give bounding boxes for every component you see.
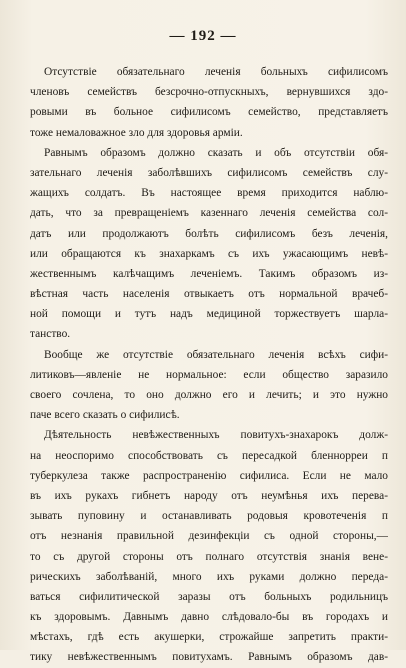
text-line: мѣстахъ, гдѣ есть акушерки, строжайше запретить практи- bbox=[30, 631, 388, 644]
text-line: паче всего сказать о сифилисѣ. bbox=[30, 409, 180, 422]
page-number: — 192 — bbox=[169, 28, 237, 44]
text-line: Равнымъ образомъ должно сказать и объ отсутствіи обя- bbox=[44, 146, 388, 159]
text-line: тоже немаловажное зло для здоровья арміи. bbox=[30, 126, 243, 139]
text-line: къ здоровымъ. Давнымъ давно слѣдовало-бы въ городахъ и bbox=[30, 611, 388, 624]
text-line: дать, что за превращеніемъ казеннаго леченія семейства сол- bbox=[30, 207, 388, 220]
text-line: туберкулеза также распространенію сифилиса. Если не мало bbox=[30, 469, 388, 482]
paragraph-3 bbox=[30, 345, 388, 426]
paragraph-4 bbox=[30, 425, 388, 667]
text-line: ваться сифилитической заразы отъ больныхъ родильницъ bbox=[30, 590, 388, 603]
text-line: своего сочлена, то оно должно его и лечить; и это нужно bbox=[30, 389, 388, 401]
text-line: на неоспоримо способствовать съ пересадкой бленнорреи п bbox=[30, 449, 388, 462]
text-line: жественнымъ калѣчащимъ леченіемъ. Такимъ образомъ из- bbox=[30, 267, 388, 280]
text-line: Дѣятельность невѣжественныхъ повитухъ-знахарокъ долж- bbox=[44, 429, 388, 442]
text-line: датъ или продолжаютъ болѣть сифилисомъ безъ леченія, bbox=[30, 227, 388, 240]
text-line: литиковъ—явленіе не нормальное: если общество заразило bbox=[30, 368, 388, 381]
text-line: въ ихъ рукахъ гибнетъ народу отъ неумѣнья ихъ перева- bbox=[30, 489, 388, 502]
text-line: вѣстная часть населенія отвыкаетъ отъ нормальной врачеб- bbox=[30, 288, 388, 301]
text-line: тику невѣжественнымъ повитухамъ. Равнымъ образомъ дав- bbox=[30, 651, 388, 664]
text-line: то съ другой стороны отъ полнаго отсутствія знанія вене- bbox=[30, 550, 388, 563]
text-line: членовъ семействъ безсрочно-отпускныхъ, вернувшихся здо- bbox=[30, 86, 388, 99]
paragraph-1 bbox=[30, 62, 388, 143]
text-line: зывать пуповину и останавливать родовыя кровотеченія п bbox=[30, 510, 388, 523]
text-line: жащихъ солдатъ. Въ настоящее время приходится наблю- bbox=[30, 187, 388, 200]
paragraph-2 bbox=[30, 143, 388, 345]
text-line: или обращаются къ знахаркамъ съ ихъ ужасающимъ невѣ- bbox=[30, 247, 388, 260]
body-text bbox=[30, 62, 388, 668]
text-line: Отсутствіе обязательнаго леченія больныхъ сифилисомъ bbox=[44, 66, 388, 78]
text-line: ровыми въ больное сифилисомъ семейство, представляетъ bbox=[30, 106, 388, 119]
text-line: рическихъ заболѣваній, много ихъ руками должно переда- bbox=[30, 570, 388, 583]
text-line: ной помощи и тутъ надъ медициной торжествуетъ шарла- bbox=[30, 308, 388, 321]
text-line: танство. bbox=[30, 328, 71, 341]
text-line: отъ незнанія правильной дезинфекціи съ одной стороны,— bbox=[30, 530, 388, 543]
text-line: Вообще же отсутствіе обязательнаго леченія всѣхъ сифи- bbox=[44, 348, 388, 361]
text-line: зательнаго леченія заболѣвшихъ сифилисомъ семействъ слу- bbox=[30, 166, 388, 179]
